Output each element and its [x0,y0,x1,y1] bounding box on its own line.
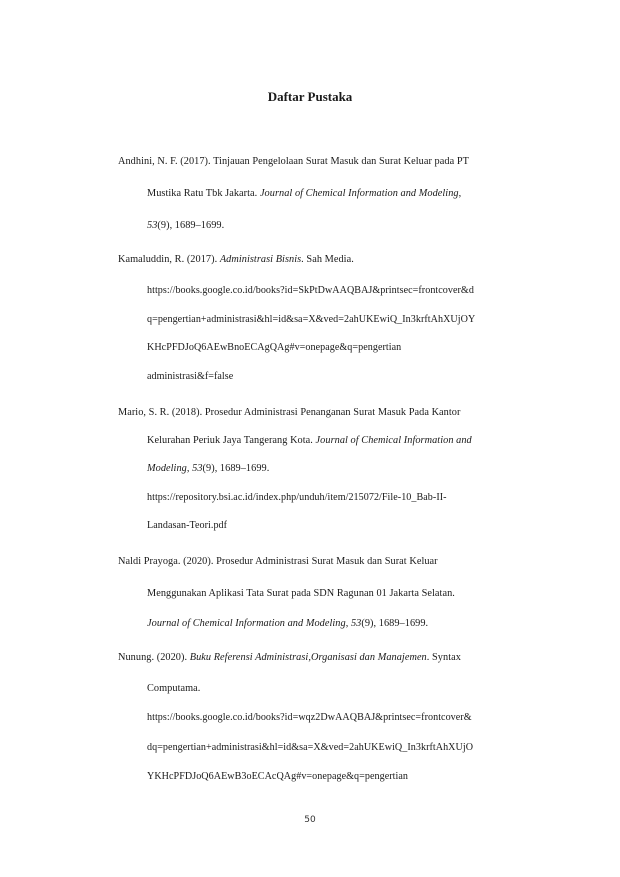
journal-title: Modeling [147,463,187,474]
reference-line: 53(9), 1689–1699. [147,220,225,231]
book-title: Buku Referensi Administrasi,Organisasi dan Manajemen [189,652,427,663]
reference-line: Journal of Chemical Information and Modeling, 53(9), 1689–1699. [147,618,429,629]
journal-title: Journal of Chemical Information and Modeling [259,188,459,199]
reference-url-line: q=pengertian+administrasi&hl=id&sa=X&ved=2ahUKEwiQ_In3krftAhXUjOY [147,314,476,325]
reference-url-line: dq=pengertian+administrasi&hl=id&sa=X&ved=2ahUKEwiQ_In3krftAhXUjO [147,742,474,753]
reference-url-line: https://books.google.co.id/books?id=SkPtDwAAQBAJ&printsec=frontcover&d [147,285,474,296]
reference-line: Nunung. (2020). Buku Referensi Administrasi,Organisasi dan Manajemen. Syntax [118,652,461,663]
journal-title: Journal of Chemical Information and [315,435,472,446]
book-title: Administrasi Bisnis [219,254,302,265]
volume: 53 [147,220,158,231]
reference-url-line: https://repository.bsi.ac.id/index.php/unduh/item/215072/File-10_Bab-II- [147,492,447,503]
reference-line: Mustika Ratu Tbk Jakarta. Journal of Chemical Information and Modeling, [147,188,462,199]
reference-url-line: administrasi&f=false [147,371,234,382]
journal-title: Journal of Chemical Information and Modeling [147,618,346,629]
page-number: 50 [304,815,316,825]
reference-url-line: Landasan-Teori.pdf [147,520,228,531]
volume: 53 [192,463,203,474]
reference-line: Naldi Prayoga. (2020). Prosedur Administrasi Surat Masuk dan Surat Keluar [118,556,438,567]
page-title: Daftar Pustaka [267,89,353,104]
reference-url-line: YKHcPFDJoQ6AEwB3oECAcQAg#v=onepage&q=pengertian [147,771,408,782]
reference-line: Modeling, 53(9), 1689–1699. [147,463,270,474]
reference-line: Andhini, N. F. (2017). Tinjauan Pengelolaan Surat Masuk dan Surat Keluar pada PT [118,156,469,167]
reference-line: Mario, S. R. (2018). Prosedur Administrasi Penanganan Surat Masuk Pada Kantor [118,407,461,418]
reference-line: Menggunakan Aplikasi Tata Surat pada SDN Ragunan 01 Jakarta Selatan. [147,588,455,599]
reference-url-line: https://books.google.co.id/books?id=wqz2DwAAQBAJ&printsec=frontcover& [147,712,472,723]
reference-line: Kamaluddin, R. (2017). Administrasi Bisnis. Sah Media. [118,254,354,265]
reference-line: Kelurahan Periuk Jaya Tangerang Kota. Journal of Chemical Information and [147,435,472,446]
reference-url-line: KHcPFDJoQ6AEwBnoECAgQAg#v=onepage&q=pengertian [147,342,402,353]
volume: 53 [350,618,362,629]
reference-line: Computama. [147,683,201,694]
